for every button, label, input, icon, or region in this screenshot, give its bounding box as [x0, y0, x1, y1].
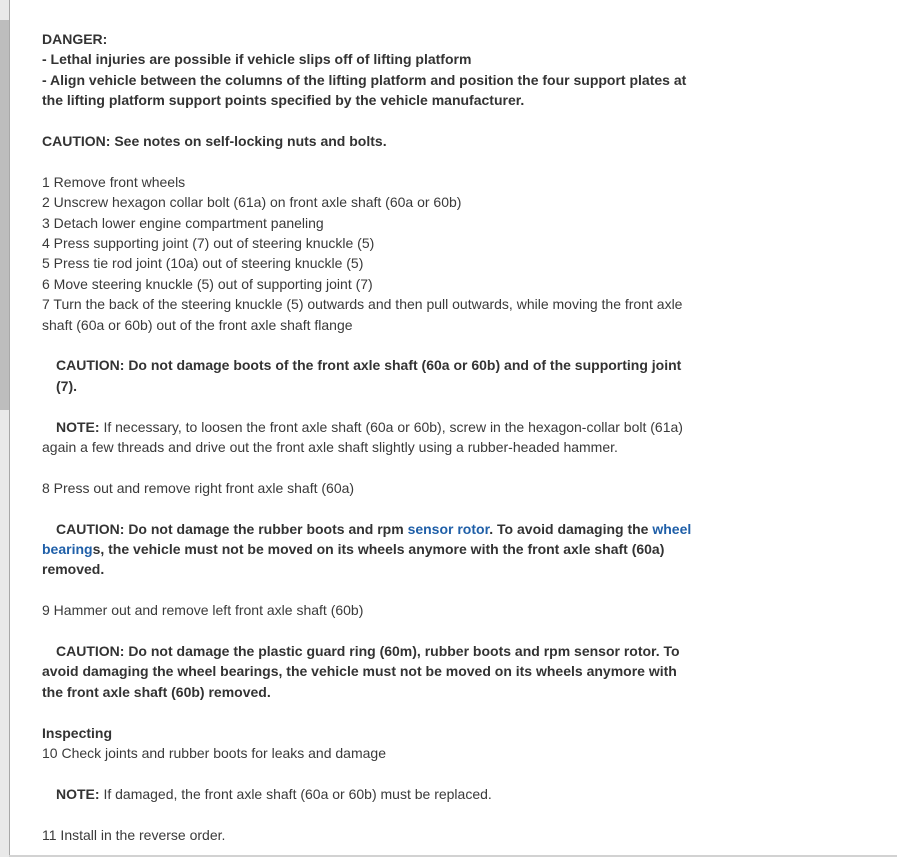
step-8: 8 Press out and remove right front axle shaft (60a) — [42, 479, 355, 496]
caution-boots: CAUTION: Do not damage boots of the front axle shaft (60a or 60b) and of the supporting joint (7). — [56, 357, 682, 394]
note-loosen — [42, 417, 692, 458]
left-frame-border — [9, 0, 10, 857]
caution-guard-text: CAUTION: Do not damage the plastic guard ring (60m), rubber boots and rpm sensor rotor. To avoid damaging the wheel bearings, the vehicle must not be moved on its wheels anymore with the front axle shaft (60b) removed. — [42, 643, 680, 700]
caution-rpm-part2: . To avoid damaging the — [489, 520, 653, 537]
step-7: 7 Turn the back of the steering knuckle (5) outwards and then pull outwards, while moving the front axle shaft (60a or 60b) out of the front axle shaft flange — [42, 296, 683, 333]
note-damaged-label: NOTE: — [56, 785, 100, 802]
step-3: 3 Detach lower engine compartment paneling — [42, 214, 324, 231]
caution-rpm-part3: s, the vehicle must not be moved on its wheels anymore with the front axle shaft (60a) removed. — [42, 541, 665, 578]
note-loosen-text: If necessary, to loosen the front axle shaft (60a or 60b), screw in the hexagon-collar bolt (61a) again a few threads and drive out the front axle shaft slightly using a rubber-headed hammer. — [42, 418, 683, 456]
note-label: NOTE: — [56, 418, 100, 435]
note-damaged — [42, 784, 692, 804]
step-2: 2 Unscrew hexagon collar bolt (61a) on front axle shaft (60a or 60b) — [42, 194, 462, 211]
caution-rpm-part1: CAUTION: Do not damage the rubber boots and rpm — [56, 520, 408, 537]
step-11: 11 Install in the reverse order. — [42, 826, 226, 843]
inspecting-heading: Inspecting — [42, 724, 113, 741]
caution-rpm — [42, 519, 692, 580]
caution-guard — [42, 641, 692, 702]
step-4: 4 Press supporting joint (7) out of steering knuckle (5) — [42, 235, 375, 252]
step-1: 1 Remove front wheels — [42, 173, 186, 190]
step-5: 5 Press tie rod joint (10a) out of steering knuckle (5) — [42, 255, 364, 272]
step-6: 6 Move steering knuckle (5) out of supporting joint (7) — [42, 275, 373, 292]
step-9: 9 Hammer out and remove left front axle shaft (60b) — [42, 602, 364, 619]
step-10: 10 Check joints and rubber boots for leaks and damage — [42, 745, 386, 762]
danger-title: DANGER: — [42, 31, 108, 47]
danger-item-1: - Lethal injuries are possible if vehicle slips off of lifting platform — [42, 51, 472, 68]
wheel-bearing-link[interactable]: wheel bearing — [42, 520, 692, 558]
left-scrollbar-thumb[interactable] — [0, 20, 9, 410]
caution-intro: CAUTION: See notes on self-locking nuts and bolts. — [42, 133, 387, 150]
procedure-content — [42, 29, 692, 845]
danger-item-2: - Align vehicle between the columns of the lifting platform and position the four support plates at the lifting platform support points specified by the vehicle manufacturer. — [42, 71, 687, 109]
note-damaged-text: If damaged, the front axle shaft (60a or 60b) must be replaced. — [99, 785, 492, 802]
sensor-rotor-link[interactable]: sensor rotor — [407, 520, 490, 537]
